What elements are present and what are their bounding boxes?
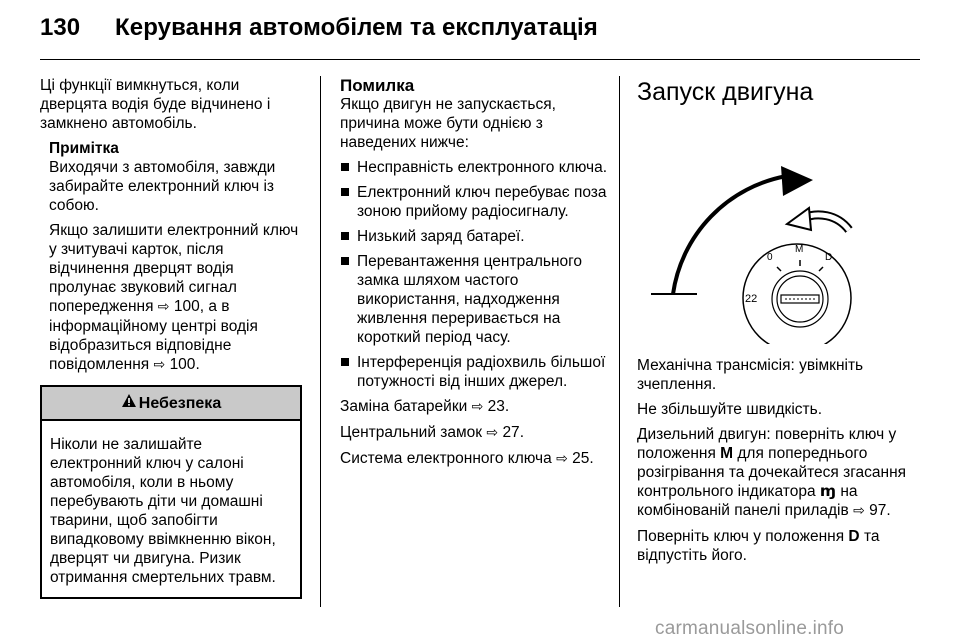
paragraph-diesel: Дизельний двигун: поверніть ключ у положення M для попереднього розігрівання та дочекайтеся згасання контрольного індикатора ɱ на комбінованій панелі приладів ⇨ 97. xyxy=(637,426,907,519)
error-list xyxy=(340,158,610,391)
bullet-square-icon xyxy=(341,163,349,171)
position-label-d: D xyxy=(825,252,833,263)
note-title: Примітка xyxy=(49,140,119,157)
list-item: Інтерференція радіохвиль більшої потужності від інших джерел. xyxy=(340,353,610,391)
danger-header xyxy=(42,387,300,421)
page-ref-icon: ⇨ xyxy=(853,503,865,519)
list-item: Низький заряд батареї. xyxy=(340,227,610,246)
ignition-illustration-svg xyxy=(637,114,907,344)
cross-reference: Центральний замок ⇨ 27. xyxy=(340,424,524,441)
list-item: Несправність електронного ключа. xyxy=(340,158,610,177)
cross-reference: Заміна батарейки ⇨ 23. xyxy=(340,398,510,415)
note-paragraph-1: Виходячи з автомобіля, завжди забирайте електронний ключ із собою. xyxy=(49,159,276,214)
error-title: Помилка xyxy=(340,76,415,95)
list-item: Електронний ключ перебуває поза зоною прийому радіосигналу. xyxy=(340,183,610,221)
note-paragraph-2 xyxy=(49,221,302,375)
cross-reference: Система електронного ключа ⇨ 25. xyxy=(340,450,594,467)
page-ref-icon: ⇨ xyxy=(471,399,484,415)
cross-ref-page[interactable]: 27 xyxy=(502,424,520,441)
list-item: Перевантаження центрального замка шляхом частого використання, надходження живлення переривається на короткий період часу. xyxy=(340,252,610,347)
column-3 xyxy=(637,76,927,571)
ignition-switch-illustration xyxy=(637,114,907,344)
page-ref-icon: ⇨ xyxy=(556,451,568,467)
page-ref-icon: ⇨ xyxy=(157,299,170,315)
danger-text: Ніколи не залишайте електронний ключ у салоні автомобіля, коли в ньому перебувають діти чи домашні тварини, щоб запобігти випадковому ввімкненню вікон, дверцят чи двигуна. Ризик отримання смертельних травм. xyxy=(50,436,276,586)
side-label: 22 xyxy=(745,293,758,305)
note-text-b: , а в інформаційному центрі водія відобразиться відповідне повідомлення xyxy=(49,298,258,373)
note-ref-1[interactable]: 100 xyxy=(173,298,200,315)
intro-paragraph: Ці функції вимкнуться, коли дверцята водія буде відчинено і замкнено автомобіль. xyxy=(40,77,271,132)
bullet-square-icon xyxy=(341,358,349,366)
cross-ref-page[interactable]: 23 xyxy=(487,398,505,415)
cross-ref-page[interactable]: 25 xyxy=(572,450,590,467)
column-divider-2 xyxy=(619,76,620,607)
note-block xyxy=(40,139,302,375)
column-1 xyxy=(40,76,302,599)
danger-title: Небезпека xyxy=(138,394,222,412)
header-rule xyxy=(40,59,920,60)
danger-box xyxy=(40,385,302,599)
watermark: carmanualsonline.info xyxy=(655,618,845,639)
glow-plug-icon: ɱ xyxy=(819,482,837,500)
position-d: D xyxy=(848,528,860,545)
bullet-square-icon xyxy=(341,257,349,265)
note-text-end: . xyxy=(195,356,200,373)
bullet-square-icon xyxy=(341,232,349,240)
position-label-0: 0 xyxy=(767,252,773,263)
section-title: Запуск двигуна xyxy=(637,78,814,106)
column-divider-1 xyxy=(320,76,321,607)
page-header xyxy=(40,14,920,46)
page-title: Керування автомобілем та експлуатація xyxy=(115,14,598,41)
column-2 xyxy=(340,76,610,475)
page-number: 130 xyxy=(40,14,81,41)
note-text-a: Якщо залишити електронний ключ у зчитувачі карток, після відчинення дверцят водія пролунає звуковий сигнал попередження xyxy=(49,222,299,315)
paragraph-speed: Не збільшуйте швидкість. xyxy=(637,401,823,418)
page-ref-icon: ⇨ xyxy=(153,357,166,373)
paragraph-turn-key: Поверніть ключ у положення D та відпустіть його. xyxy=(637,528,880,564)
position-m: M xyxy=(720,445,734,462)
diesel-ref-page[interactable]: 97 xyxy=(869,502,887,519)
bullet-square-icon xyxy=(341,188,349,196)
paragraph-transmission: Механічна трансмісія: увімкніть зчеплення. xyxy=(637,357,864,393)
page-ref-icon: ⇨ xyxy=(486,425,499,441)
warning-triangle-icon xyxy=(121,393,137,413)
position-label-m: M xyxy=(795,244,804,255)
rotation-arrow-icon xyxy=(781,166,813,196)
note-ref-2[interactable]: 100 xyxy=(169,356,196,373)
error-intro: Якщо двигун не запускається, причина може бути однією з наведених нижче: xyxy=(340,96,556,151)
